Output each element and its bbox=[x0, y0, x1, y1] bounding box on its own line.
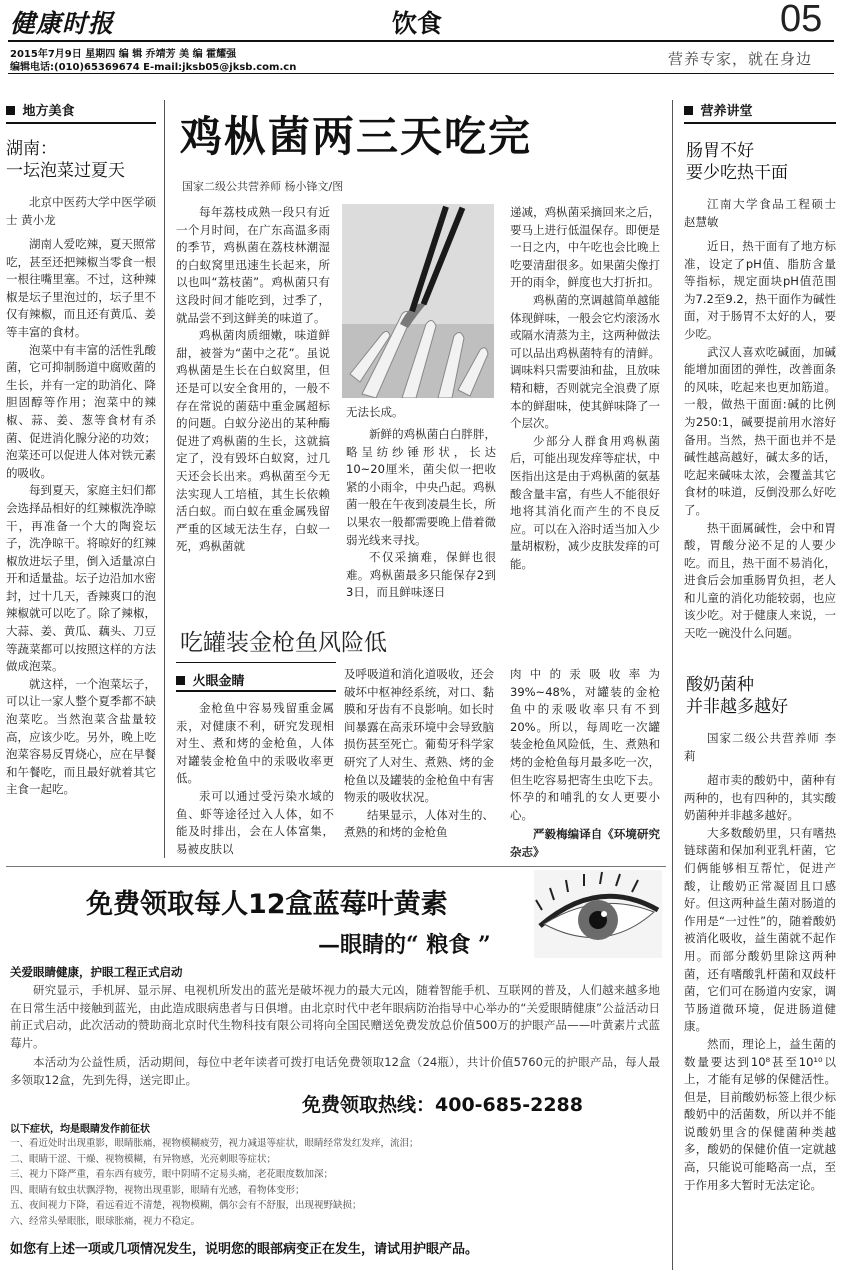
advertisement bbox=[6, 866, 666, 1278]
main-col1 bbox=[176, 204, 330, 608]
hotline-number: 400-685-2288 bbox=[435, 1094, 583, 1116]
tuna-col3 bbox=[510, 666, 660, 826]
paragraph: 然而，理论上，益生菌的数量要达到10⁸甚至10¹⁰以上，才能有足够的保健活性。但是，目前酸奶标签上很少标酸奶中的活菌数，所以并不能说酸奶里含的保健菌种类越多，酸奶的保健价值一定就越高，只能说可能略高一点，至于作用多大暂时无法定论。 bbox=[684, 1036, 836, 1192]
paragraph: 就这样，一个泡菜坛子，可以让一家人整个夏季都不缺泡菜吃。当然泡菜含盐量较高，应该少吃。另外，晚上吃泡菜容易反胃烧心，应在早餐和午餐吃，而且最好就着其它主食一起吃。 bbox=[6, 676, 156, 797]
ad-subheadline: —眼睛的“ 粮食 ” bbox=[318, 932, 491, 958]
left-column bbox=[6, 100, 156, 797]
section-label-fire-eye: 火眼金睛 bbox=[176, 670, 245, 689]
ad-body1: 研究显示，手机屏、显示屏、电视机所发出的蓝光是破坏视力的最大元凶，随着智能手机、互联网的普及，人们越来越多地在日常生活中接触到蓝光，由此造成眼病患者与日俱增。由北京时代中老年眼病防治指导中心举办的“关爱眼睛健康”公益活动日前正式启动，此次活动的赞助商北京时代生物科技有限公司将向全国民赠送免费发放总价值500万的护眼产品——叶黄素片式蓝莓片。 bbox=[10, 983, 660, 1050]
article2-title-line1: 酸奶菌种 bbox=[686, 675, 754, 695]
paragraph: 湖南人爱吃辣，夏天照常吃，甚至还把辣椒当零食一根一根往嘴里塞。不过，这种辣椒是坛子里泡过的，坛子里不仅有辣椒，而且还有黄瓜、姜等丰富的食材。 bbox=[6, 237, 156, 339]
ad-body2: 本活动为公益性质，活动期间，每位中老年读者可拨打电话免费领取12盒（24瓶），共计价值5760元的护眼产品，每人最多领取12盒，先到先得，送完即止。 bbox=[10, 1055, 660, 1087]
article2-author: 国家二级公共营养师 李 莉 bbox=[684, 731, 836, 763]
paragraph: 肉中的汞吸收率为39%~48%，对罐装的金枪鱼中的汞吸收率只有不到20%。所以，每周吃一次罐装金枪鱼风险低，生、煮熟和烤的金枪鱼每月最多吃一次，但生吃容易把寄生虫吃下去。怀孕的和哺乳的女人更要小心。 bbox=[510, 667, 660, 822]
newspaper-logo: 健康时报 bbox=[10, 9, 115, 38]
ad-intro-title: 关爱眼睛健康，护眼工程正式启动 bbox=[10, 965, 183, 979]
main-col2-top: 无法长成。 bbox=[346, 405, 404, 419]
section-title: 饮食 bbox=[392, 9, 443, 38]
eye-illustration bbox=[534, 870, 662, 958]
slogan: 营养专家，就在身边 bbox=[668, 50, 813, 68]
symptom-item: 六、经常头晕眼胀，眼球胀痛，视力不稳定。 bbox=[10, 1215, 201, 1227]
section-label-nutrition: 营养讲堂 bbox=[684, 100, 836, 119]
main-col2 bbox=[346, 426, 496, 608]
paragraph: 泡菜中有丰富的活性乳酸菌，它可抑制肠道中腐败菌的生长，并有一定的助消化、降胆固醇等作用；泡菜中的辣椒、蒜、姜、葱等食材有杀菌、促进消化腺分泌的功效；泡菜还可以促进人体对铁元素的吸收。 bbox=[6, 342, 156, 480]
symptom-item: 二、眼睛干涩、干燥、视物模糊，有异物感，光亮刺眼等症状； bbox=[10, 1153, 277, 1165]
date-line: 2015年7月9日 星期四 编 辑 乔靖芳 美 编 霍耀强 bbox=[10, 49, 237, 60]
article-author: 北京中医药大学中医学硕士 黄小龙 bbox=[6, 195, 156, 227]
main-headline: 鸡枞菌两三天吃完 bbox=[180, 112, 533, 161]
paragraph: 每到夏天，家庭主妇们都会选择品相好的红辣椒洗净晾干，再准备一个大的陶瓷坛子，洗净晾干。将晾好的红辣椒放进坛子里，倒入适量凉白开和适量盐。坛子边沿加水密封，过十几天，香辣爽口的泡辣椒就可以吃了。除了辣椒，大蒜、姜、黄瓜、藕头、刀豆等蔬菜都可以按照这样的方法做成泡菜。 bbox=[6, 483, 156, 674]
tuna-section-rule bbox=[176, 690, 336, 692]
masthead-rule bbox=[8, 40, 834, 42]
paragraph: 金枪鱼中容易残留重金属汞，对健康不利，研究发现相对生、煮和烤的金枪鱼，人体对罐装金枪鱼中的汞吸收率更低。 bbox=[176, 701, 334, 786]
right-column bbox=[684, 100, 836, 1192]
mushroom-image bbox=[342, 204, 494, 398]
article-body bbox=[6, 236, 156, 958]
paragraph: 近日，热干面有了地方标准，设定了pH值、脂肪含量等指标，规定面块pH值范围为7.2至9.2，热干面作为碱性面，对于肠胃不太好的人，要少吃。 bbox=[684, 239, 836, 341]
paragraph: 每年荔枝成熟一段只有近一个月时间，在广东高温多雨的季节，鸡枞菌在荔枝林潮湿的白蚁窝里迅速生长起来，所以也叫“荔枝菌”。鸡枞菌只有这段时间才能吃到，过季了，就品尝不到这鲜美的味道了。 bbox=[176, 205, 330, 325]
tuna-signoff: 严毅梅编译自《环境研究杂志》 bbox=[510, 827, 660, 859]
main-col3 bbox=[510, 204, 660, 608]
paragraph: 大多数酸奶里，只有嗜热链球菌和保加利亚乳杆菌，它们俩能够相互帮忙，促进产酸，让酸奶正常凝固且口感好。但这两种益生菌对肠道的作用是“一过性”的，随着酸奶被消化吸收，益生菌就不起作用。而部分酸奶里除这两种菌，还有嗜酸乳杆菌和双歧杆菌，它们可在肠道内安家，调节肠道微环境，促进肠道健康。 bbox=[684, 825, 836, 1034]
symptom-item: 四、眼睛有蚊虫状飘浮物，视物出现重影，眼睛有光感，看物体变形； bbox=[10, 1184, 305, 1196]
ad-hotline bbox=[302, 1090, 583, 1117]
section-rule bbox=[6, 122, 156, 124]
hotline-label: 免费领取热线： bbox=[302, 1094, 436, 1116]
ad-symptoms-list bbox=[10, 1136, 660, 1229]
page-number: 05 bbox=[780, 0, 823, 40]
symptom-item: 一、看近处时出现重影，眼睛胀痛，视物模糊疲劳，视力减退等症状，眼睛经常发红发痒，流泪； bbox=[10, 1138, 419, 1149]
paragraph: 汞可以通过受污染水域的鱼、虾等途径过入人体，如不能及时排出，会在人体富集，易被皮肤以 bbox=[176, 788, 334, 856]
article1-body bbox=[684, 238, 836, 670]
article1-title-line2: 要少吃热干面 bbox=[686, 163, 788, 183]
symptom-item: 三、视力下降严重，看东西有疲劳，眼中阴晴不定易头痛，老花眼度数加深； bbox=[10, 1169, 334, 1180]
tuna-rule bbox=[176, 662, 336, 663]
masthead bbox=[0, 0, 844, 74]
paragraph: 少部分人群食用鸡枞菌后，可能出现发痒等症状，中医指出这是由于鸡枞菌的氨基酸含量丰富，有些人不能很好地将其消化而产生的不良反应。可以在入浴时适当加入少量胡椒粉，减少皮肤发痒的可能。 bbox=[510, 433, 660, 571]
mushroom-photo bbox=[342, 204, 494, 398]
column-divider bbox=[164, 100, 165, 858]
paragraph: 鸡枞菌的烹调越简单越能体现鲜味，一般会它灼滚汤水或隔水清蒸为主，这两种做法可以品出鸡枞菌特有的清鲜。调味料只需要油和盐，且放味精和糖，否则就完全浪费了原本的鲜甜味，使其鲜味降了一个层次。 bbox=[510, 292, 660, 431]
article-title-line1: 湖南： bbox=[6, 139, 57, 159]
tuna-headline: 吃罐装金枪鱼风险低 bbox=[180, 630, 387, 656]
ad-top-rule bbox=[6, 866, 666, 867]
tuna-col1 bbox=[176, 700, 334, 860]
ad-closing: 如您有上述一项或几项情况发生，说明您的眼部病变正在发生，请试用护眼产品。 bbox=[10, 1242, 479, 1257]
masthead-bottom-rule bbox=[8, 73, 834, 74]
ad-headline: 免费领取每人12盒蓝莓叶黄素 bbox=[86, 889, 448, 920]
tuna-col2 bbox=[344, 666, 494, 860]
eye-image bbox=[534, 870, 662, 958]
paragraph: 不仅采摘难，保鲜也很难。鸡枞菌最多只能保存2到3日，而且鲜味逐日 bbox=[346, 550, 496, 600]
article2-body bbox=[684, 772, 836, 1280]
paragraph: 及呼吸道和消化道吸收，还会破坏中枢神经系统，对口、黏膜和牙齿有不良影响。如长时间暴露在高汞环境中会导致脑损伤甚至死亡。葡萄牙科学家研究了人对生、煮熟、烤的金枪鱼以及罐装的金枪鱼中有害物汞的吸收状况。 bbox=[344, 667, 494, 805]
article1-author: 江南大学食品工程硕士 赵慧敏 bbox=[684, 197, 836, 229]
paragraph: 超市卖的酸奶中，菌种有两种的，也有四种的，其实酸奶菌种并非越多越好。 bbox=[684, 773, 836, 823]
section-rule bbox=[684, 122, 836, 124]
paragraph: 武汉人喜欢吃碱面，加碱能增加面团的弹性，改善面条的风味，吃起来也更加筋道。一般，做热干面面:碱的比例为250:1，碱要提前用水溶好备用。当然，热干面也并不是碱性越高越好，碱太多的话，吃起来碱味太浓，会覆盖其它食材的味道，反倒没那么好吃了。 bbox=[684, 344, 836, 517]
article1-title-line1: 肠胃不好 bbox=[686, 141, 754, 161]
paragraph: 热干面属碱性，会中和胃酸，胃酸分泌不足的人要少吃。而且，热干面不易消化，进食后会加重肠胃负担，老人和儿童的消化功能较弱，也应该少吃。对于健康人来说，一天吃一碗没什么问题。 bbox=[684, 520, 836, 641]
paragraph: 鸡枞菌肉质细嫩，味道鲜甜，被誉为“菌中之花”。虽说鸡枞菌是生长在白蚁窝里，但还是可以安全食用的，一般不存在常说的菌菇中重金属超标的问题。白蚁分泌出的某种酶促进了鸡枞菌的生长，这就搞定了，没有毁坏白蚁窝，过几天还会长出来。鸡枞菌至今无法实现人工培植，其生长依赖活白蚁。而白蚁在重金属残留严重的区域无法生存，白蚁一死，鸡枞菌就 bbox=[176, 328, 330, 554]
main-byline: 国家二级公共营养师 杨小锋文/图 bbox=[182, 180, 344, 193]
article2-title-line2: 并非越多越好 bbox=[686, 697, 788, 717]
symptom-item: 五、夜间视力下降，看远看近不清楚，视物模糊，偶尔会有不舒服，出现视野缺损； bbox=[10, 1200, 362, 1211]
section-label-local-food: 地方美食 bbox=[6, 100, 156, 119]
contact-line: 编辑电话:(010)65369674 E-mail:jksb05@jksb.com.cn bbox=[10, 62, 297, 73]
paragraph: 新鲜的鸡枞菌白白胖胖，略呈纺纱锤形状，长达10~20厘米，菌尖似一把收紧的小雨伞，中央凸起。鸡枞菌一般在午夜到凌晨生长，所以果农一般都需要晚上借着微弱光线来寻找。 bbox=[346, 427, 496, 547]
ad-symptoms-title: 以下症状，均是眼睛发作前征状 bbox=[10, 1124, 150, 1135]
paragraph: 递减，鸡枞菌采摘回来之后，要马上进行低温保存。即便是一日之内，中午吃也会比晚上吃要清甜很多。如果菌尖像打开的雨伞，鲜度也大打折扣。 bbox=[510, 205, 660, 290]
paragraph: 结果显示，人体对生的、煮熟的和烤的金枪鱼 bbox=[344, 807, 494, 840]
article-title-line2: 一坛泡菜过夏天 bbox=[6, 161, 125, 181]
column-divider bbox=[672, 100, 673, 1270]
